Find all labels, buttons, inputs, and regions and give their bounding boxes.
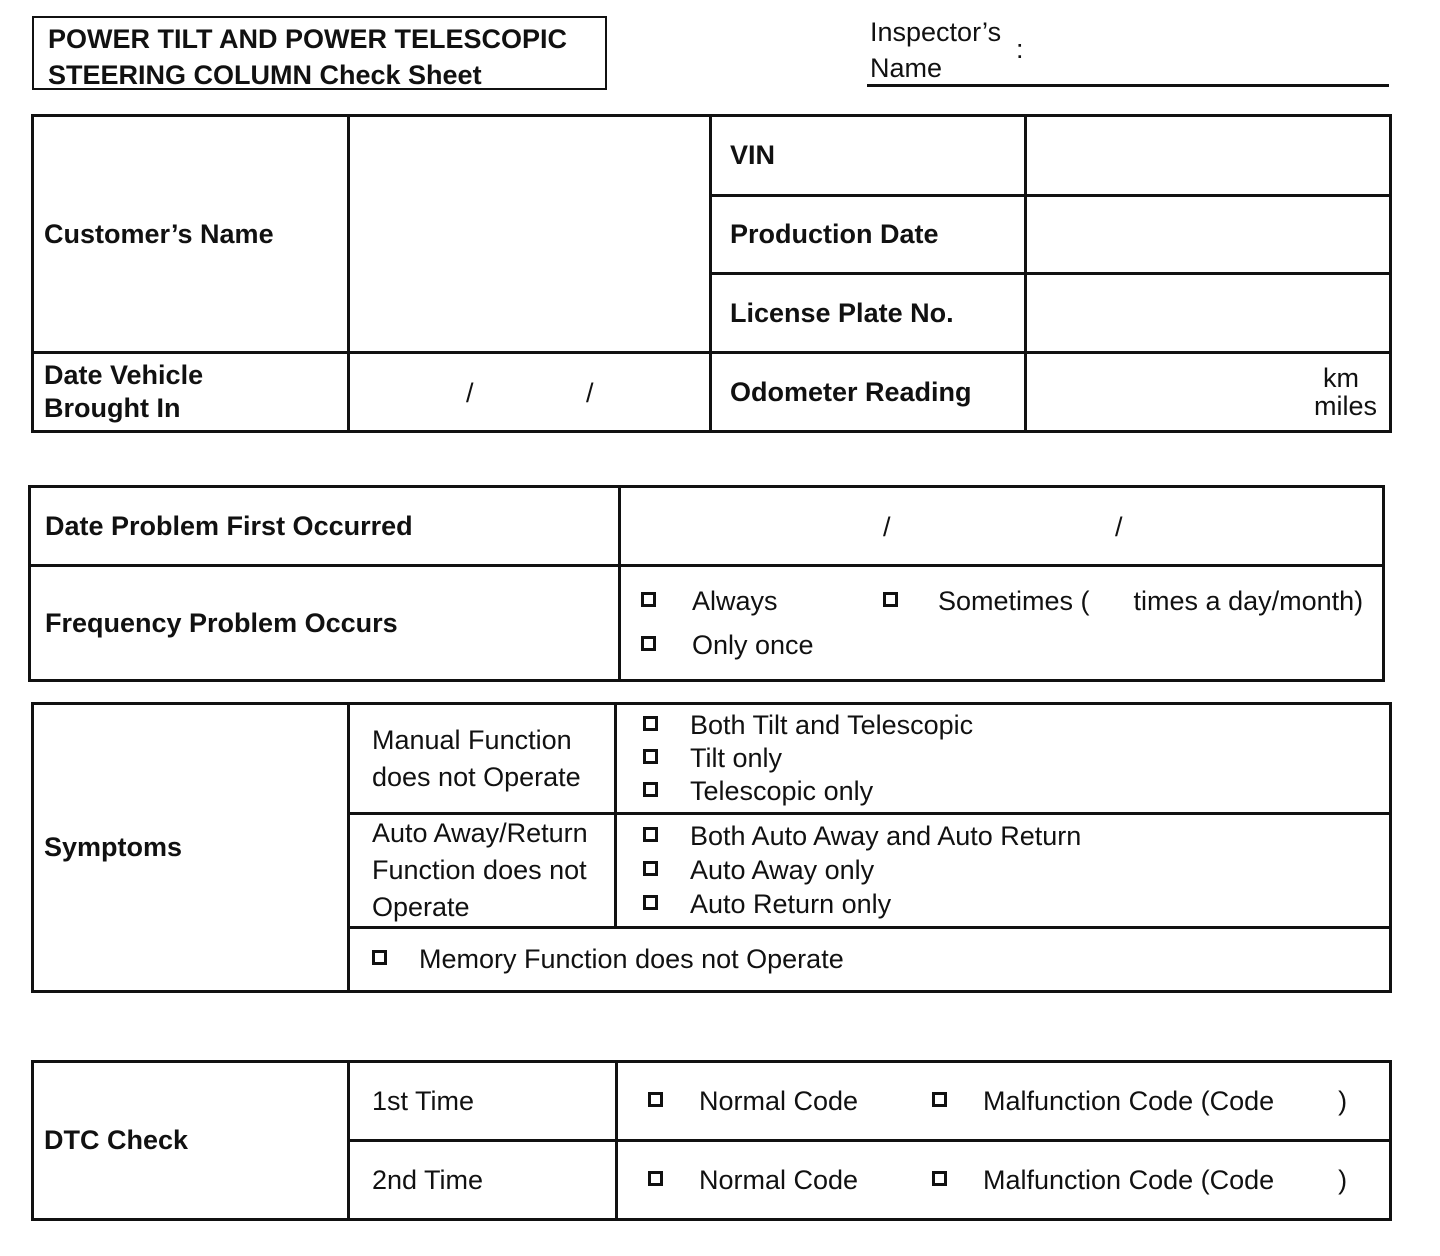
frequency-options <box>620 566 1384 681</box>
manual-function-options <box>616 704 1391 814</box>
inspector-label-line-2: Name <box>870 53 943 83</box>
option-label: Both Auto Away and Auto Return <box>690 821 1082 851</box>
checkbox[interactable] <box>648 1092 663 1107</box>
license-plate-field[interactable] <box>1026 274 1391 353</box>
option-auto-return-only[interactable] <box>643 888 1389 922</box>
customer-name-field[interactable] <box>349 116 711 353</box>
date-brought-in-line-2: Brought In <box>44 393 181 423</box>
manual-function-label <box>349 704 616 814</box>
inspector-label-line-1: Inspector’s <box>870 17 1002 47</box>
sheet-title <box>32 16 607 90</box>
auto-function-options <box>616 814 1391 928</box>
checkbox[interactable] <box>643 895 658 910</box>
production-date-label: Production Date <box>711 196 1026 274</box>
title-line-1: POWER TILT AND POWER TELESCOPIC <box>48 24 567 54</box>
unit-km: km <box>1323 363 1359 393</box>
option-label: Auto Return only <box>690 889 892 919</box>
option-label: Normal Code <box>699 1085 859 1116</box>
option-label: Tilt only <box>690 743 783 773</box>
date-brought-in-field[interactable] <box>349 353 711 432</box>
date-first-occurred-field[interactable] <box>620 487 1384 566</box>
date-separator: / <box>1115 512 1123 542</box>
close-paren: ) <box>1338 1164 1348 1195</box>
option-label: Normal Code <box>699 1164 859 1195</box>
option-memory-function[interactable] <box>372 943 1389 977</box>
checkbox[interactable] <box>641 636 656 651</box>
date-separator: / <box>883 512 891 542</box>
checkbox[interactable] <box>932 1171 947 1186</box>
checkbox[interactable] <box>372 950 387 965</box>
option-label: Sometimes ( <box>938 585 1090 616</box>
option-normal-code[interactable] <box>648 1163 932 1197</box>
memory-function-cell <box>349 928 1391 992</box>
checkbox[interactable] <box>932 1092 947 1107</box>
checkbox[interactable] <box>643 861 658 876</box>
production-date-field[interactable] <box>1026 196 1391 274</box>
option-label: Malfunction Code (Code <box>983 1164 1275 1195</box>
option-both-tilt-telescopic[interactable] <box>643 709 1389 742</box>
date-first-occurred-label: Date Problem First Occurred <box>30 487 620 566</box>
frequency-label: Frequency Problem Occurs <box>30 566 620 681</box>
dtc-check-label: DTC Check <box>33 1062 349 1220</box>
odometer-label: Odometer Reading <box>711 353 1026 432</box>
option-label: Malfunction Code (Code <box>983 1085 1275 1116</box>
inspector-name-label <box>870 14 1001 86</box>
close-paren: ) <box>1338 1085 1348 1116</box>
vehicle-info-table <box>31 114 1392 433</box>
option-both-auto[interactable] <box>643 820 1389 854</box>
unit-miles: miles <box>1313 391 1377 421</box>
problem-occurrence-table <box>28 485 1385 682</box>
date-separator: / <box>466 378 474 408</box>
auto-label-line-2: Function does not <box>372 855 587 885</box>
option-label: Telescopic only <box>690 776 874 806</box>
vin-label: VIN <box>711 116 1026 196</box>
odometer-field[interactable] <box>1026 353 1391 432</box>
checkbox[interactable] <box>643 782 658 797</box>
option-sometimes[interactable] <box>883 584 1363 618</box>
option-normal-code[interactable] <box>648 1084 932 1118</box>
option-malfunction-code[interactable] <box>932 1163 1347 1197</box>
license-plate-label: License Plate No. <box>711 274 1026 353</box>
dtc-first-time-options <box>617 1062 1391 1141</box>
manual-label-line-1: Manual Function <box>372 724 572 755</box>
symptoms-table <box>31 702 1392 993</box>
option-only-once[interactable] <box>641 623 1382 667</box>
option-label: Memory Function does not Operate <box>419 944 844 974</box>
option-label: Only once <box>692 629 814 660</box>
checkbox[interactable] <box>643 827 658 842</box>
date-separator: / <box>586 378 594 408</box>
checkbox[interactable] <box>883 592 898 607</box>
title-line-2: STEERING COLUMN Check Sheet <box>48 60 482 90</box>
option-label: Auto Away only <box>690 855 875 885</box>
option-always[interactable] <box>641 584 883 618</box>
option-auto-away-only[interactable] <box>643 854 1389 888</box>
dtc-check-table <box>31 1060 1392 1221</box>
option-label: Both Tilt and Telescopic <box>690 710 974 740</box>
option-telescopic-only[interactable] <box>643 775 1389 808</box>
inspector-colon: : <box>1016 34 1024 64</box>
checkbox[interactable] <box>648 1171 663 1186</box>
checkbox[interactable] <box>643 749 658 764</box>
dtc-second-time-label: 2nd Time <box>349 1141 617 1220</box>
date-brought-in-line-1: Date Vehicle <box>44 360 204 390</box>
option-label-suffix: times a day/month) <box>1133 585 1364 616</box>
auto-function-label <box>349 814 616 928</box>
checkbox[interactable] <box>643 716 658 731</box>
auto-label-line-3: Operate <box>372 892 470 922</box>
customer-name-label: Customer’s Name <box>33 116 349 353</box>
auto-label-line-1: Auto Away/Return <box>372 818 588 848</box>
dtc-second-time-options <box>617 1141 1391 1220</box>
dtc-first-time-label: 1st Time <box>349 1062 617 1141</box>
option-malfunction-code[interactable] <box>932 1084 1347 1118</box>
checkbox[interactable] <box>641 592 656 607</box>
manual-label-line-2: does not Operate <box>372 761 581 792</box>
option-label: Always <box>692 585 778 616</box>
date-brought-in-label <box>33 353 349 432</box>
inspector-name-field[interactable] <box>867 84 1389 87</box>
option-tilt-only[interactable] <box>643 742 1389 775</box>
vin-field[interactable] <box>1026 116 1391 196</box>
symptoms-label: Symptoms <box>33 704 349 992</box>
